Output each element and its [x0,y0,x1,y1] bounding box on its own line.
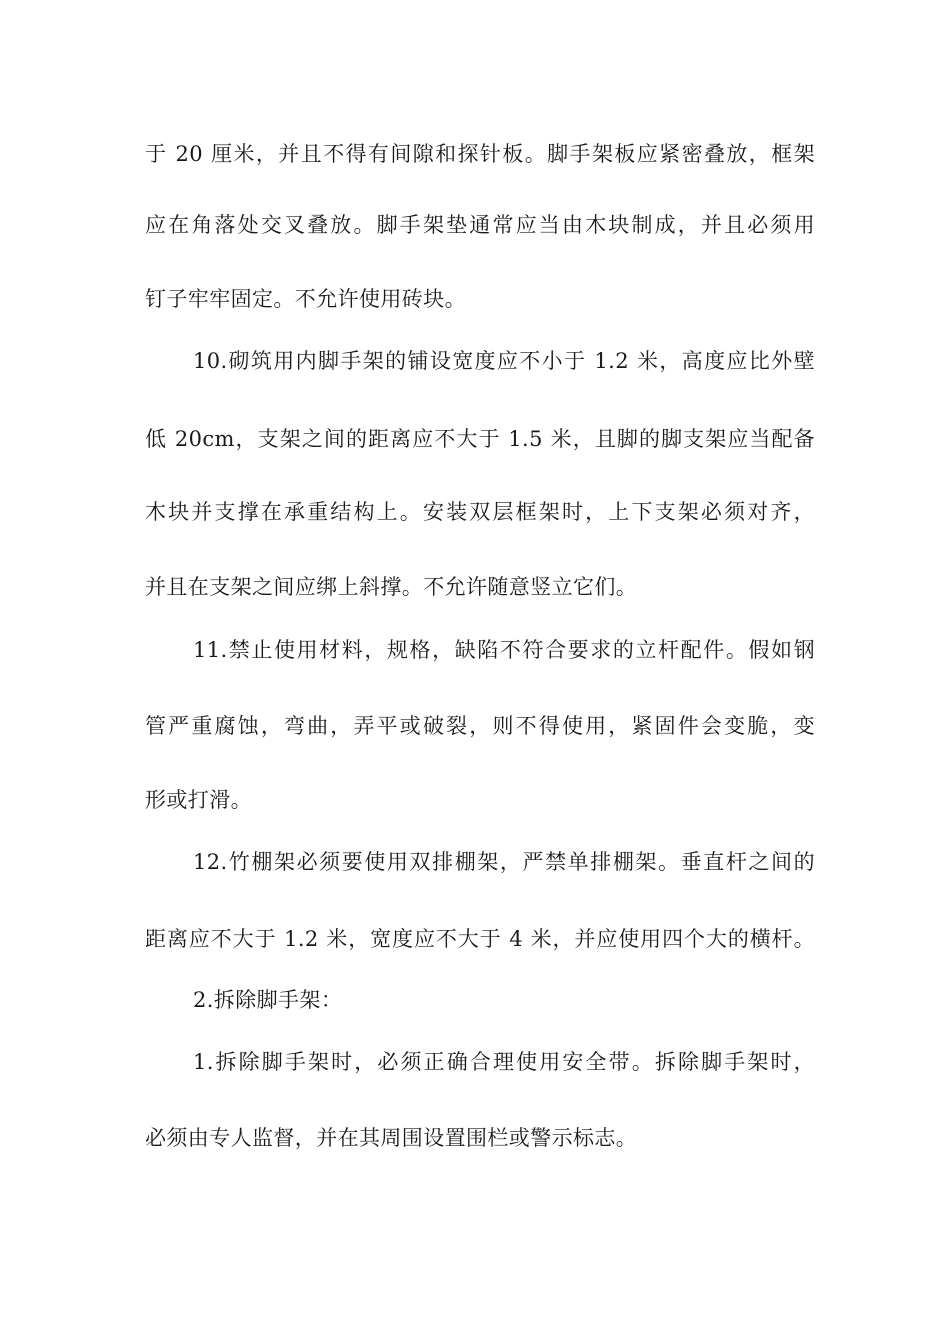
text-line: 低 20cm，支架之间的距离应不大于 1.5 米，且脚的脚支架应当配备 [145,427,815,451]
text-line: 管严重腐蚀，弯曲，弄平或破裂，则不得使用，紧固件会变脆，变 [145,714,815,738]
text-line: 于 20 厘米，并且不得有间隙和探针板。脚手架板应紧密叠放，框架 [145,142,815,166]
section-heading: 2.拆除脚手架： [193,988,343,1012]
paragraph-10-start: 10.砌筑用内脚手架的铺设宽度应不小于 1.2 米，高度应比外壁 [193,349,815,373]
text-line: 应在角落处交叉叠放。脚手架垫通常应当由木块制成，并且必须用 [145,213,815,237]
paragraph-1-start: 1.拆除脚手架时，必须正确合理使用安全带。拆除脚手架时， [193,1050,815,1074]
text-line: 形或打滑。 [145,788,252,812]
text-line: 必须由专人监督，并在其周围设置围栏或警示标志。 [145,1126,638,1150]
paragraph-11-start: 11.禁止使用材料，规格，缺陷不符合要求的立杆配件。假如钢 [193,638,815,662]
text-line: 木块并支撑在承重结构上。安装双层框架时，上下支架必须对齐， [145,500,815,524]
text-line: 距离应不大于 1.2 米，宽度应不大于 4 米，并应使用四个大的横杆。 [145,927,815,951]
text-line: 钉子牢牢固定。不允许使用砖块。 [145,287,466,311]
paragraph-12-start: 12.竹棚架必须要使用双排棚架，严禁单排棚架。垂直杆之间的 [193,850,815,874]
text-line: 并且在支架之间应绑上斜撑。不允许随意竖立它们。 [145,575,638,599]
